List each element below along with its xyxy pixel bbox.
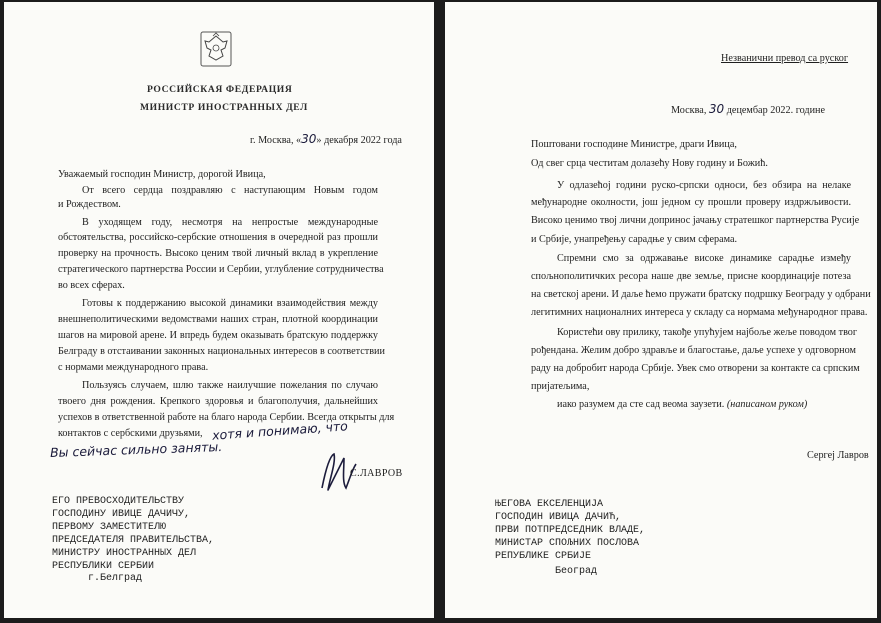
- body-line: међународне околности, још једном су прошли проверу издржљивости.: [531, 197, 851, 208]
- body-line: во всех сферах.: [58, 280, 125, 291]
- addressee-line: РЕСПУБЛИКИ СЕРБИИ: [52, 561, 155, 572]
- addressee-line: МИНИСТРУ ИНОСТРАННЫХ ДЕЛ: [52, 548, 197, 559]
- body-line: пријатељима,: [531, 381, 590, 392]
- body-line: шагов на мировой арене. И впредь будем оказывать братскую поддержку: [58, 330, 378, 341]
- body-line: легитимних националних интереса у складу са нормама међународног права.: [531, 307, 868, 318]
- body-line: обстоятельства, российско-сербские отношения в очередной раз прошли: [58, 232, 378, 243]
- body-line: контактов с сербскими друзьями,: [58, 428, 203, 439]
- body-line: Готовы к поддержанию высокой динамики взаимодействия между: [82, 298, 378, 309]
- addressee-line: ЊЕГОВА ЕКСЕЛЕНЦИЈА: [495, 499, 604, 510]
- body-line: стратегического партнерства России и Сербии, углубление сотрудничества: [58, 264, 384, 275]
- addressee-line: ГОСПОДИНУ ИВИЦЕ ДАЧИЧУ,: [52, 509, 191, 520]
- addressee-line: МИНИСТАР СПОЉНИХ ПОСЛОВА: [495, 538, 640, 549]
- body-line: Користећи ову прилику, такође упућујем најбоље жеље поводом твог: [557, 327, 858, 338]
- body-line: рођендана. Желим добро здравље и благостање, даље успехе у одговорном: [531, 345, 856, 356]
- handwritten-date-day: 30: [708, 102, 725, 116]
- body-line: твоего дня рождения. Крепкого здоровья и благополучия, дальнейших: [58, 396, 378, 407]
- body-line: Од свег срца честитам долазећу Нову годину и Божић.: [531, 158, 768, 169]
- handwritten-note-label: (написаном руком): [726, 399, 808, 410]
- body-line: с нормами международного права.: [58, 362, 209, 373]
- body-line: Пользуясь случаем, шлю также наилучшие пожелания по случаю: [82, 380, 378, 391]
- handwritten-date-day: 30: [301, 132, 317, 146]
- body-line: иако разумем да сте сад веома заузети. (написаном руком): [557, 399, 808, 410]
- addressee-line: ПРВИ ПОТПРЕДСЕДНИК ВЛАДЕ,: [495, 525, 646, 536]
- addressee-line: ПЕРВОМУ ЗАМЕСТИТЕЛЮ: [52, 522, 167, 533]
- addressee-line: ГОСПОДИН ИВИЦА ДАЧИЋ,: [495, 512, 622, 523]
- letter-date: г. Москва, «30» декабря 2022 года: [250, 132, 402, 146]
- right-translation-page: [445, 2, 877, 618]
- salutation: Уважаемый господин Министр, дорогой Ивица,: [58, 169, 266, 180]
- body-line: спољнополитичких ресора наше две земље, присне координације потеза: [531, 271, 851, 282]
- addressee-line: РЕПУБЛИКЕ СРБИЈЕ: [495, 551, 592, 562]
- handwritten-line-1: хотя и понимаю, что: [211, 418, 349, 443]
- addressee-city: г.Белград: [88, 573, 143, 584]
- body-line: Спремни смо за одржавање високе динамике сарадње између: [557, 253, 851, 264]
- body-line: раду на добробит народа Србије. Увек смо отворени за контакте са српским: [531, 363, 860, 374]
- letter-date: Москва, 30 децембар 2022. године: [671, 102, 826, 116]
- handwritten-line-2: Вы сейчас сильно заняты.: [49, 438, 223, 461]
- addressee-city: Београд: [555, 566, 598, 577]
- addressee-line: ПРЕДСЕДАТЕЛЯ ПРАВИТЕЛЬСТВА,: [52, 535, 215, 546]
- body-line: на светској арени. И даље ћемо пружати братску подршку Београду у одбрани: [531, 289, 871, 300]
- body-line: От всего сердца поздравляю с наступающим Новым годом: [82, 185, 378, 196]
- body-line: В уходящем году, несмотря на непростые международные: [82, 217, 378, 228]
- body-line: и Србије, унапређењу сарадње у свим сферама.: [531, 234, 738, 245]
- org-header: РОССИЙСКАЯ ФЕДЕРАЦИЯ: [147, 84, 293, 95]
- addressee-line: ЕГО ПРЕВОСХОДИТЕЛЬСТВУ: [52, 496, 185, 507]
- body-line: проверку на прочность. Высоко ценим твой личный вклад в укрепление: [58, 248, 378, 259]
- body-line: Белграду в отстаивании законных национальных интересов в соответствии: [58, 346, 385, 357]
- left-letter-page: [4, 2, 434, 618]
- body-line: внешнеполитическими ведомствами наших стран, плотной координации: [58, 314, 378, 325]
- coat-of-arms-icon: [199, 30, 233, 68]
- minister-header: МИНИСТР ИНОСТРАННЫХ ДЕЛ: [140, 102, 308, 113]
- body-line: и Рождеством.: [58, 199, 121, 210]
- body-line: Високо ценимо твој лични допринос јачању стратешког партнерства Русије: [531, 215, 860, 226]
- unofficial-translation-note: Незванични превод са руског: [721, 53, 849, 64]
- signature-name: Сергеј Лавров: [807, 450, 869, 461]
- body-line: У одлазећој години руско-српски односи, без обзира на нелаке: [557, 180, 851, 191]
- body-line: успехов в ответственной работе на благо народа Сербии. Всегда открыты для: [58, 412, 395, 423]
- signature-name: С.ЛАВРОВ: [350, 468, 403, 479]
- salutation: Поштовани господине Министре, драги Ивица,: [531, 139, 737, 150]
